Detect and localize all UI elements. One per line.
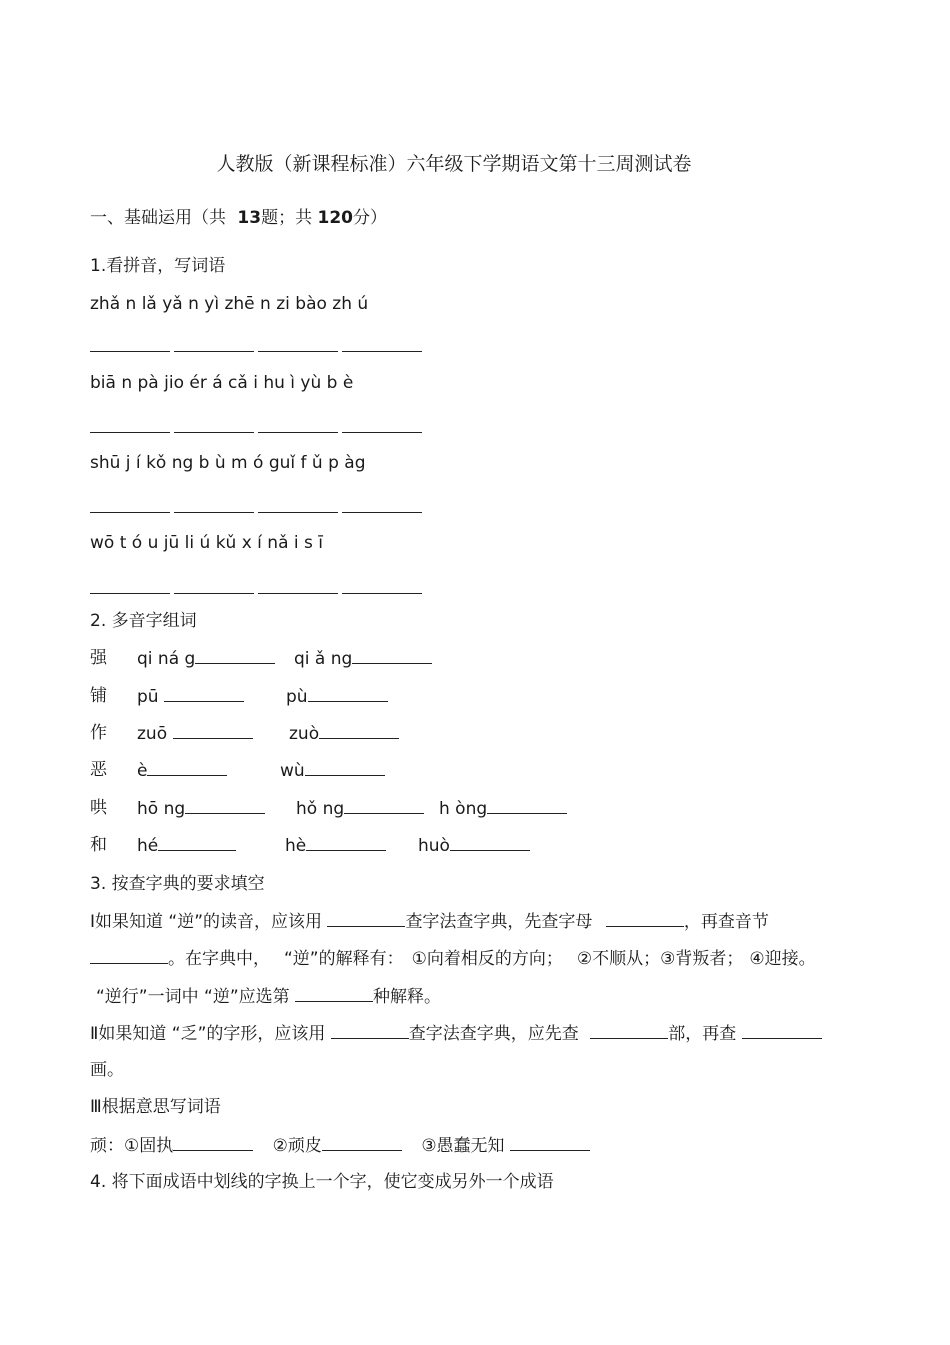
answer-blank[interactable] — [606, 910, 684, 927]
answer-blank[interactable] — [174, 432, 254, 433]
answer-blank[interactable] — [742, 1022, 822, 1039]
answer-blank[interactable] — [174, 593, 254, 594]
q2-heading: 2. 多音字组词 — [90, 611, 197, 631]
polyphone-reading: huò — [418, 834, 530, 857]
answer-blank[interactable] — [195, 647, 275, 664]
q3-part2-end: 画。 — [90, 1060, 124, 1080]
answer-blank[interactable] — [510, 1134, 590, 1151]
answer-blank[interactable] — [305, 759, 385, 776]
polyphone-reading: qi ǎ ng — [294, 647, 432, 670]
answer-blank[interactable] — [319, 722, 399, 739]
answer-blank[interactable] — [173, 722, 253, 739]
q3-part1-cont: 。在字典中， “逆”的解释有： ①向着相反的方向； ②不顺从；③背叛者； ④迎接。 — [90, 947, 816, 970]
q1-heading: 1.看拼音，写词语 — [90, 256, 226, 276]
polyphone-char: 强 — [90, 648, 107, 668]
pinyin-row: wō t ó u jū li ú kǔ x í nǎ i s ī — [90, 533, 324, 553]
answer-blank[interactable] — [158, 834, 236, 851]
q3-part1: Ⅰ如果知道 “逆”的读音，应该用 查字法查字典，先查字母 ，再查音节 — [90, 912, 769, 932]
answer-blank[interactable] — [327, 910, 405, 927]
answer-blank[interactable] — [174, 351, 254, 352]
polyphone-reading: zuō — [137, 722, 253, 745]
answer-blank[interactable] — [342, 593, 422, 594]
polyphone-reading: wù — [280, 759, 385, 782]
answer-blank[interactable] — [258, 351, 338, 352]
polyphone-reading: è — [137, 759, 227, 782]
polyphone-reading: h òng — [439, 797, 567, 820]
answer-blank[interactable] — [306, 834, 386, 851]
answer-blank[interactable] — [352, 647, 432, 664]
answer-blank[interactable] — [90, 351, 170, 352]
polyphone-reading: hǒ ng — [296, 797, 424, 820]
polyphone-reading: hé — [137, 834, 236, 857]
answer-blank[interactable] — [258, 512, 338, 513]
section-heading — [90, 207, 387, 229]
answer-blank[interactable] — [147, 759, 227, 776]
polyphone-reading: hō ng — [137, 797, 265, 820]
answer-blank[interactable] — [173, 1134, 253, 1151]
answer-blank[interactable] — [308, 685, 388, 702]
answer-blank[interactable] — [90, 512, 170, 513]
answer-blank[interactable] — [174, 512, 254, 513]
answer-blank[interactable] — [90, 593, 170, 594]
answer-blank[interactable] — [258, 593, 338, 594]
answer-blank[interactable] — [590, 1022, 668, 1039]
answer-blank[interactable] — [90, 947, 168, 964]
polyphone-reading: pū — [137, 685, 244, 708]
pinyin-row: shū j í kǒ ng b ù m ó guǐ f ǔ p àg — [90, 453, 366, 473]
section-prefix: 一、基础运用（共 — [90, 208, 226, 228]
answer-blank[interactable] — [342, 351, 422, 352]
answer-blank[interactable] — [164, 685, 244, 702]
answer-blank[interactable] — [331, 1022, 409, 1039]
polyphone-reading: qi ná g — [137, 647, 275, 670]
answer-blank[interactable] — [258, 432, 338, 433]
polyphone-char: 和 — [90, 835, 107, 855]
polyphone-char: 恶 — [90, 760, 107, 780]
answer-blank[interactable] — [185, 797, 265, 814]
q3-heading: 3. 按查字典的要求填空 — [90, 874, 265, 894]
pinyin-row: zhǎ n lǎ yǎ n yì zhē n zi bào zh ú — [90, 294, 369, 314]
q3-part3: 顽：①固执 ②顽皮 ③愚蠢无知 — [90, 1134, 590, 1157]
q3-part2: Ⅱ如果知道 “乏”的字形，应该用 查字法查字典，应先查 部，再查 — [90, 1022, 822, 1045]
answer-blank[interactable] — [344, 797, 424, 814]
total-score: 120 — [317, 208, 353, 228]
polyphone-reading: pù — [286, 685, 388, 708]
page-title: 人教版（新课程标准）六年级下学期语文第十三周测试卷 — [216, 153, 692, 175]
answer-blank[interactable] — [322, 1134, 402, 1151]
pinyin-row: biā n pà jio ér á cǎ i hu ì yù b è — [90, 373, 354, 393]
polyphone-char: 哄 — [90, 798, 107, 818]
answer-blank[interactable] — [487, 797, 567, 814]
polyphone-reading: zuò — [289, 722, 399, 745]
answer-blank[interactable] — [295, 985, 373, 1002]
q3-part3-heading: Ⅲ根据意思写词语 — [90, 1097, 221, 1117]
answer-blank[interactable] — [450, 834, 530, 851]
polyphone-char: 铺 — [90, 686, 107, 706]
section-suffix: 分） — [352, 208, 387, 228]
answer-blank[interactable] — [90, 432, 170, 433]
answer-blank[interactable] — [342, 432, 422, 433]
q3-part1-end: “逆行”一词中 “逆”应选第 种解释。 — [96, 987, 442, 1007]
answer-blank[interactable] — [342, 512, 422, 513]
polyphone-char: 作 — [90, 723, 107, 743]
q4-heading: 4. 将下面成语中划线的字换上一个字，使它变成另外一个成语 — [90, 1172, 554, 1192]
section-mid: 题；共 — [261, 208, 313, 228]
question-count: 13 — [237, 208, 262, 228]
polyphone-reading: hè — [285, 834, 386, 857]
